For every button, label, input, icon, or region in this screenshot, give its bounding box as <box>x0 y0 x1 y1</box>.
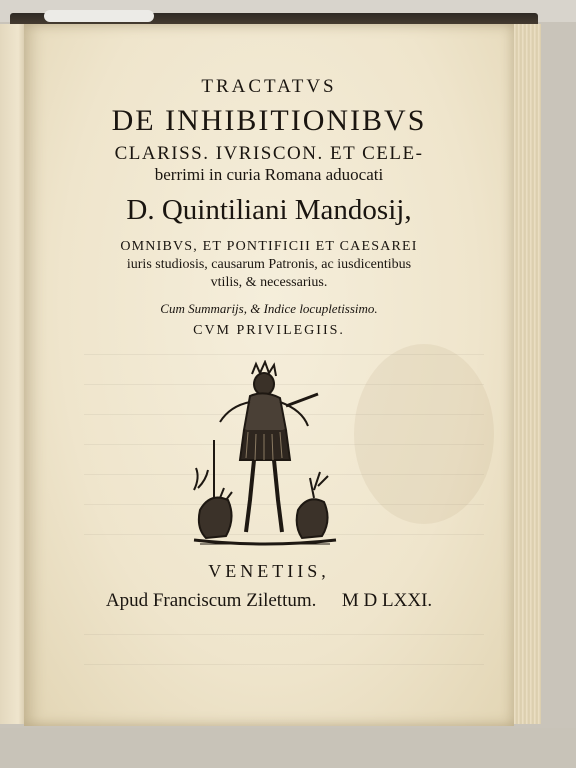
title-line-3: CLARISS. IVRISCON. ET CELE- <box>114 143 424 164</box>
title-line-6: OMNIBVS, ET PONTIFICII ET CAESAREI <box>120 239 418 254</box>
title-page <box>24 24 514 726</box>
title-line-4: berrimi in curia Romana aduocati <box>154 165 384 184</box>
title-line-8: vtilis, & necessarius. <box>210 275 328 290</box>
imprint-line <box>24 590 514 612</box>
page-block-edge <box>510 24 541 724</box>
title-line-2: DE INHIBITIONIBVS <box>111 104 427 137</box>
bleed-through-line <box>84 664 484 665</box>
author-name: D. Quintiliani Mandosij, <box>126 194 412 226</box>
bleed-through-line <box>84 354 484 355</box>
printer-name: Apud Franciscum Zilettum. <box>105 590 317 611</box>
imprint-year: M D LXXI. <box>341 590 433 611</box>
title-line-9: Cum Summarijs, & Indice locupletissimo. <box>160 301 378 316</box>
bleed-through-line <box>84 634 484 635</box>
foxing-stain <box>354 344 494 524</box>
imprint-place: VENETIIS, <box>208 561 330 581</box>
title-line-1: TRACTATVS <box>201 76 337 97</box>
title-line-7: iuris studiosis, causarum Patronis, ac iusdicentibus <box>126 257 412 272</box>
woodcut-figure-with-hunting-dogs-icon <box>190 360 340 550</box>
background-bottom <box>0 728 576 768</box>
privilege-line: CVM PRIVILEGIIS. <box>193 323 345 338</box>
left-page-edge <box>0 24 27 724</box>
book-label-strip <box>44 10 154 22</box>
